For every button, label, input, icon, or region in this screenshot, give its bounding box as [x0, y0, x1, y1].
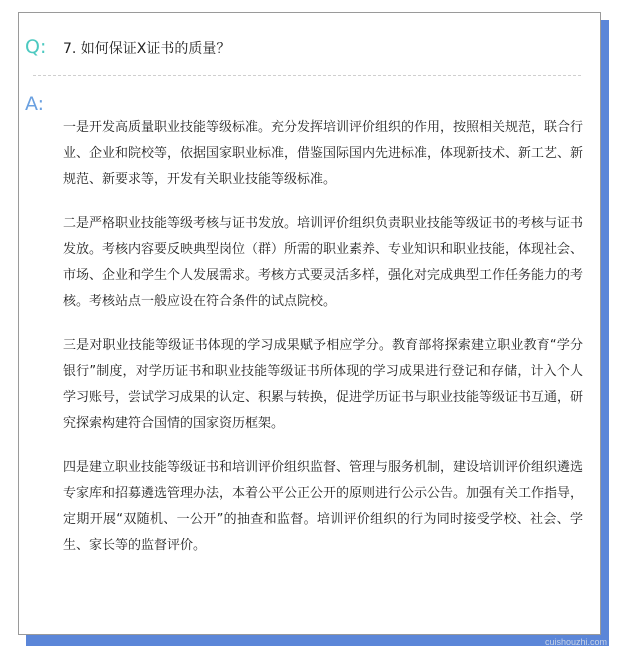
- answer-marker: A:: [25, 93, 45, 115]
- answer-paragraph-2: 二是严格职业技能等级考核与证书发放。培训评价组织负责职业技能等级证书的考核与证书发放。考核内容要反映典型岗位（群）所需的职业素养、专业知识和职业技能，体现社会、市场、企业和学生个人发展需求。考核方式要灵活多样，强化对完成典型工作任务能力的考核。考核站点一般应设在符合条件的试点院校。: [63, 216, 584, 309]
- answer-paragraph-1: 一是开发高质量职业技能等级标准。充分发挥培训评价组织的作用，按照相关规范，联合行业、企业和院校等，依据国家职业标准，借鉴国际国内先进标准，体现新技术、新工艺、新规范、新要求等，开发有关职业技能等级标准。: [63, 120, 584, 187]
- answer-paragraph-3: 三是对职业技能等级证书体现的学习成果赋予相应学分。教育部将探索建立职业教育“学分银行”制度，对学历证书和职业技能等级证书所体现的学习成果进行登记和存储，计入个人学习账号，尝试学习成果的认定、积累与转换，促进学历证书与职业技能等级证书互通，研究探索构建符合国情的国家资历框架。: [63, 338, 584, 431]
- watermark-text: cuishouzhi.com: [544, 637, 607, 647]
- answer-paragraph-4: 四是建立职业技能等级证书和培训评价组织监督、管理与服务机制，建设培训评价组织遴选专家库和招募遴选管理办法，本着公平公正公开的原则进行公示公告。加强有关工作指导，定期开展“双随机、一公开”的抽查和监督。培训评价组织的行为同时接受学校、社会、学生、家长等的监督评价。: [63, 460, 584, 553]
- answer-body: [63, 115, 583, 577]
- dashed-divider: [33, 75, 581, 76]
- qa-card: [18, 12, 601, 635]
- question-marker: Q:: [25, 36, 47, 58]
- question-text: 7. 如何保证X证书的质量？: [63, 41, 231, 57]
